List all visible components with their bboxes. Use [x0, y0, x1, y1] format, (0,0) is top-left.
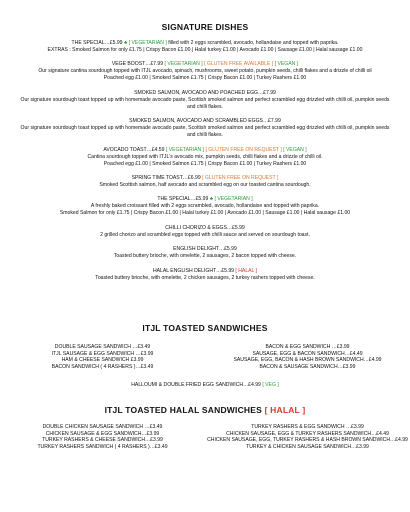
- menu-item: [0, 90, 410, 111]
- menu-item: [0, 61, 410, 82]
- diet-tag: [ VEGAN ]: [283, 146, 307, 153]
- clover-icon: ♣: [209, 196, 214, 203]
- menu-item-name: AVOCADO TOAST…£4.59: [103, 146, 165, 153]
- sandwich-item: SAUSAGE, EGG, BACON & HASH BROWN SANDWICH…£4.99: [233, 357, 382, 364]
- menu-item-description: filled with 2 eggs scrambled, avocado, hollandaise and topped with paprika.: [168, 40, 339, 46]
- diet-tag: [ GLUTEN FREE AVAILABLE ]: [204, 61, 274, 68]
- menu-item-description: 2 grilled chorizo and scrambled eggs topped with chilli sauce and served on sourdough toast.: [100, 231, 310, 238]
- menu-item-name: CHILLI CHORIZO & EGGS…£5.99: [165, 224, 245, 231]
- menu-item-title-line: [134, 90, 276, 96]
- menu-item: [0, 147, 410, 168]
- sandwich-item: BACON SANDWICH ( 4 RASHERS )…£3.49: [51, 363, 154, 370]
- menu-item-title-line: [112, 61, 298, 67]
- halal-section-title-text: ITJL TOASTED HALAL SANDWICHES: [104, 405, 262, 415]
- sandwich-item: TURKEY RASHERS SANDWICH ( 4 RASHERS )…£3.49: [37, 443, 168, 450]
- menu-item-description: Toasted buttery brioche, with omelette, 2 sausages, 2 bacon topped with cheese.: [113, 253, 297, 260]
- sandwich-item: DOUBLE SAUSAGE SANDWICH …£3.49: [54, 344, 151, 350]
- menu-item-name: VEGE BOOST…£7.99: [111, 61, 164, 68]
- menu-item-name: SMOKED SALMON, AVOCADO AND SCRAMBLED EGGS…£7.99: [129, 118, 281, 125]
- menu-item-title-line: [157, 196, 252, 202]
- menu-item-name: THE SPECIAL…£5.99: [71, 40, 123, 46]
- sandwich-item: CHICKEN SAUSAGE, EGG & TURKEY RASHERS SANDWICH…£4.49: [226, 430, 389, 437]
- diet-tag: [ VEGETARIAN ]: [128, 40, 167, 46]
- menu-item-title-line: [129, 118, 281, 124]
- menu-item: [0, 246, 410, 260]
- menu-item-name: ENGLISH DELIGHT…£5.99: [173, 246, 237, 253]
- menu-item-name: HALAL ENGLISH DELIGHT…£5.99: [152, 267, 234, 274]
- menu-item: [0, 118, 410, 139]
- diet-tag: [ GLUTEN FREE ON REQUEST ]: [205, 146, 282, 153]
- halal-sandwiches-left-column: [0, 424, 205, 450]
- menu-item-title-line: [132, 175, 279, 181]
- menu-item-title-line: [153, 268, 257, 274]
- halloumi-sandwich-name: HALLOUMI & DOUBLE FRIED EGG SANDWICH…£4.99: [131, 382, 261, 388]
- menu-item-description: Smoked Scottish salmon, half avocado and scrambled egg on our toasted cantina sourdough.: [99, 181, 311, 188]
- signature-dishes-list: [0, 40, 410, 289]
- sandwich-item: CHICKEN SAUSAGE, EGG, TURKEY RASHERS & HASH BROWN SANDWICH…£4.99: [207, 437, 408, 444]
- menu-item-title-line: [72, 40, 339, 46]
- menu-item-description: Toasted buttery brioche, with omelette, 2 chicken sausages, 2 turkey rashers topped with cheese.: [95, 274, 315, 281]
- diet-tag: [ HALAL ]: [235, 267, 258, 274]
- menu-item-description: Our signature sourdough toast topped up with homemade avocado paste, Scottish smoked salmon and perfect scrambled egg drizzled with chilli oil, pumpkin seeds and chilli flakes.: [20, 125, 390, 139]
- menu-item: [0, 225, 410, 239]
- menu-item-title-line: [103, 147, 306, 153]
- sandwich-item: BACON & EGG SANDWICH …£3.99: [265, 344, 350, 350]
- menu-item: [0, 196, 410, 217]
- menu-item-description: Our signature cantina sourdough topped with ITJL avocado, spinach, mushrooms, sweet potato, pumpkin seeds, chilli flakes and a drizzle of chilli oil: [38, 68, 372, 75]
- halal-sandwiches-columns: [0, 424, 410, 450]
- diet-tag: [ VEGAN ]: [274, 61, 299, 68]
- menu-item-extras: Smoked Salmon for only £1.75 | Crispy Bacon £1.00 | Halal turkey £1.00 | Avocado £1.00 | Sausage £1.00 | Halal sausage £1.00: [59, 210, 351, 217]
- menu-item-name: SMOKED SALMON, AVOCADO AND POACHED EGG…£7.99: [134, 89, 276, 96]
- diet-tag: [ VEGETARIAN ]: [164, 61, 203, 68]
- diet-tag: [ VEGETARIAN ]: [214, 196, 253, 203]
- section-title-signature-dishes: SIGNATURE DISHES: [161, 22, 249, 32]
- sandwich-item: TURKEY & CHICKEN SAUSAGE SANDWICH…£3.99: [246, 443, 369, 450]
- menu-item-description: Our signature sourdough toast topped up with homemade avocado paste, Scottish smoked salmon and perfect scrambled egg drizzled with chilli oil, pumpkin seeds and chilli flakes.: [20, 96, 390, 110]
- sandwich-item: BACON & SAUSAGE SANDWICH…£3.99: [259, 363, 356, 370]
- sandwich-item: DOUBLE CHICKEN SAUSAGE SANDWICH …£3.49: [42, 424, 163, 430]
- menu-item-extras: Poached egg £1.00 | Smoked Salmon £1.75 | Crispy Bacon £1.00 | Turkey Rashers £1.00: [103, 75, 307, 82]
- menu-item: [0, 175, 410, 189]
- menu-item-name: SPRING TIME TOAST…£6.99: [131, 174, 201, 181]
- menu-item-extras: Poached egg £1.00 | Smoked Salmon £1.75 | Crispy Bacon £1.00 | Turkey Rashers £1.00: [103, 160, 307, 167]
- diet-tag: [ VEGETARIAN ]: [165, 146, 205, 153]
- sandwich-item: TURKEY RASHERS & CHEESE SANDWICH…£3.99: [42, 437, 163, 444]
- clover-icon: ♣: [123, 40, 128, 46]
- menu-item: [0, 40, 410, 54]
- toasted-sandwiches-right-column: [205, 344, 410, 370]
- section-title-toasted-sandwiches: ITJL TOASTED SANDWICHES: [142, 323, 268, 333]
- menu-item-description: A freshly baked croissant filled with 2 eggs scrambled, avocado, hollandaise and topped with paprika.: [90, 203, 320, 210]
- sandwich-item: ITJL SAUSAGE & EGG SANDWICH …£3.99: [51, 350, 154, 357]
- menu-item-title-line: [165, 225, 245, 231]
- sandwich-item: SAUSAGE, EGG & BACON SANDWICH…£4.49: [252, 350, 363, 357]
- section-title-halal-sandwiches: [0, 405, 410, 415]
- menu-item-extras: EXTRAS : Smoked Salmon for only £1.75 | Crispy Bacon £1.00 | Halal turkey £1.00 | Avocado £1.00 | Sausage £1.00 | Halal sausage £1.00: [47, 47, 363, 53]
- halal-sandwiches-right-column: [205, 424, 410, 450]
- menu-item-name: THE SPECIAL…£5.99: [157, 196, 209, 203]
- diet-tag: [ GLUTEN FREE ON REQUEST ]: [202, 174, 279, 181]
- veg-tag: [ VEG ]: [262, 382, 279, 388]
- menu-item-description: Cantina sourdough topped with ITJL's avocado mix, pumpkin seeds, chilli flakes and a drizzle of chilli oil.: [87, 153, 323, 160]
- sandwich-item: CHICKEN SAUSAGE & EGG SANDWICH…£3.99: [45, 430, 160, 437]
- toasted-sandwiches-columns: [0, 344, 410, 370]
- halal-tag: [ HALAL ]: [264, 405, 306, 415]
- menu-item-title-line: [173, 246, 237, 252]
- sandwich-item: TURKEY RASHERS & EGG SANDWICH …£3.99: [251, 424, 364, 430]
- menu-item: [0, 268, 410, 282]
- halloumi-sandwich-line: [0, 382, 410, 388]
- sandwich-item: HAM & CHEESE SANDWICH £3.99: [61, 357, 144, 364]
- toasted-sandwiches-left-column: [0, 344, 205, 370]
